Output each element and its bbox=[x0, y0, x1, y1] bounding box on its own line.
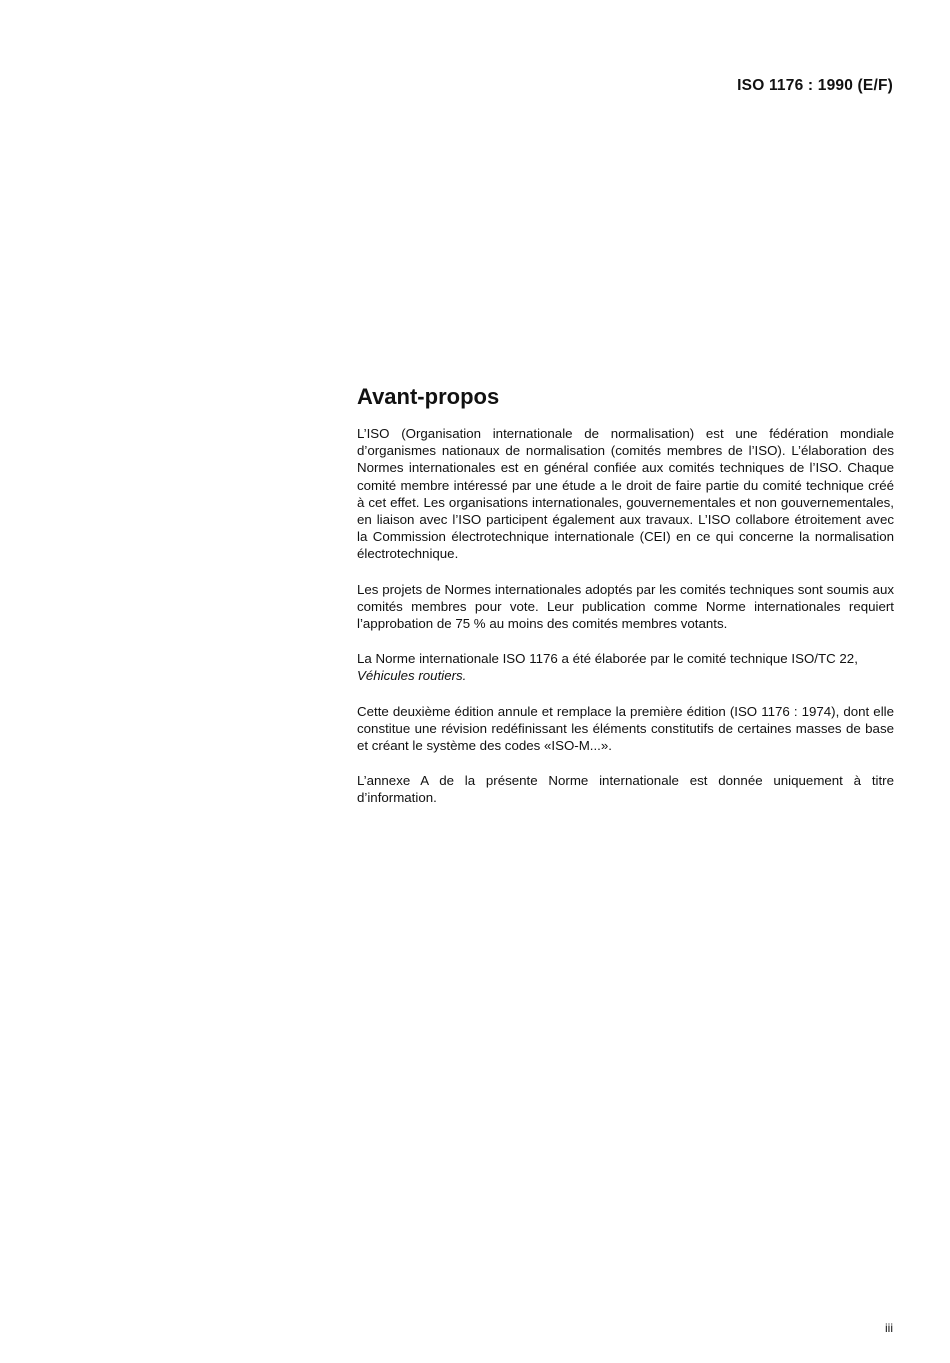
section-title: Avant-propos bbox=[357, 384, 500, 409]
paragraph-iso-description: L’ISO (Organisation internationale de normalisation) est une fédération mondiale d’organismes nationaux de normalisation (comités membres de l’ISO). L’élaboration des Normes internationales est en général confiée aux comités techniques de l’ISO. Chaque comité membre intéressé par une étude a le droit de faire partie du comité technique créé à cet effet. Les organisations internationales, gouvernementales et non gouvernementales, en liaison avec l’ISO participent également aux travaux. L’ISO collabore étroitement avec la Commission électrotechnique internationale (CEI) en ce qui concerne la normalisation électrotechnique. bbox=[357, 426, 894, 562]
paragraph-technical-committee bbox=[357, 650, 894, 684]
foreword-section bbox=[357, 383, 894, 825]
paragraph-annex: L’annexe A de la présente Norme internationale est donnée uniquement à titre d’information. bbox=[357, 773, 894, 806]
page-number: iii bbox=[885, 1321, 893, 1335]
document-reference: ISO 1176 : 1990 (E/F) bbox=[737, 77, 893, 94]
paragraph-edition: Cette deuxième édition annule et remplace la première édition (ISO 1176 : 1974), dont elle constitue une révision redéfinissant les éléments constitutifs de certaines masses de base et créant le système des codes «ISO-M...». bbox=[357, 703, 894, 754]
paragraph-voting: Les projets de Normes internationales adoptés par les comités techniques sont soumis aux comités membres pour vote. Leur publication comme Norme internationales requiert l’approbation de 75 % au moins des comités membres votants. bbox=[357, 581, 894, 632]
technical-committee-name: Véhicules routiers. bbox=[357, 668, 467, 684]
technical-committee-text: La Norme internationale ISO 1176 a été élaborée par le comité technique ISO/TC 22, bbox=[357, 651, 858, 667]
